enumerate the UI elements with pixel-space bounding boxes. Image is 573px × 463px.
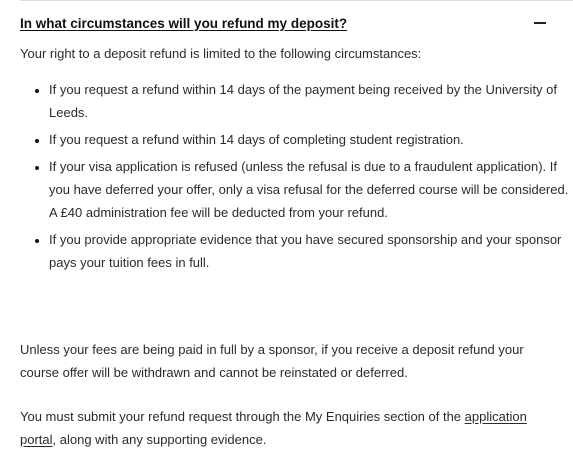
list-item: • If you request a refund within 14 days of the payment being received by the University of Leeds. bbox=[49, 78, 573, 124]
withdrawal-note: Unless your fees are being paid in full by a sponsor, if you receive a deposit refund your course offer will be withdrawn and cannot be reinstated or deferred. bbox=[20, 342, 524, 380]
submission-instructions bbox=[20, 405, 560, 451]
submission-text-after: , along with any supporting evidence. bbox=[52, 432, 267, 447]
intro-text: Your right to a deposit refund is limited to the following circumstances: bbox=[20, 46, 422, 61]
list-item: • If you request a refund within 14 days of completing student registration. bbox=[49, 128, 573, 151]
accordion-header[interactable] bbox=[20, 10, 550, 36]
submission-text-before: You must submit your refund request through the My Enquiries section of the bbox=[20, 409, 465, 424]
minus-icon[interactable] bbox=[534, 22, 546, 24]
top-divider bbox=[20, 0, 573, 1]
list-item: • If you provide appropriate evidence that you have secured sponsorship and your sponsor pays your tuition fees in full. bbox=[49, 228, 573, 274]
accordion-title[interactable]: In what circumstances will you refund my deposit? bbox=[20, 15, 348, 31]
list-item: • If your visa application is refused (unless the refusal is due to a fraudulent application). If you have deferred your offer, only a visa refusal for the deferred course will be considered. A £40 administration fee will be deducted from your refund. bbox=[49, 155, 573, 224]
application-portal-link[interactable]: application portal bbox=[20, 409, 527, 447]
circumstances-list bbox=[30, 78, 573, 278]
